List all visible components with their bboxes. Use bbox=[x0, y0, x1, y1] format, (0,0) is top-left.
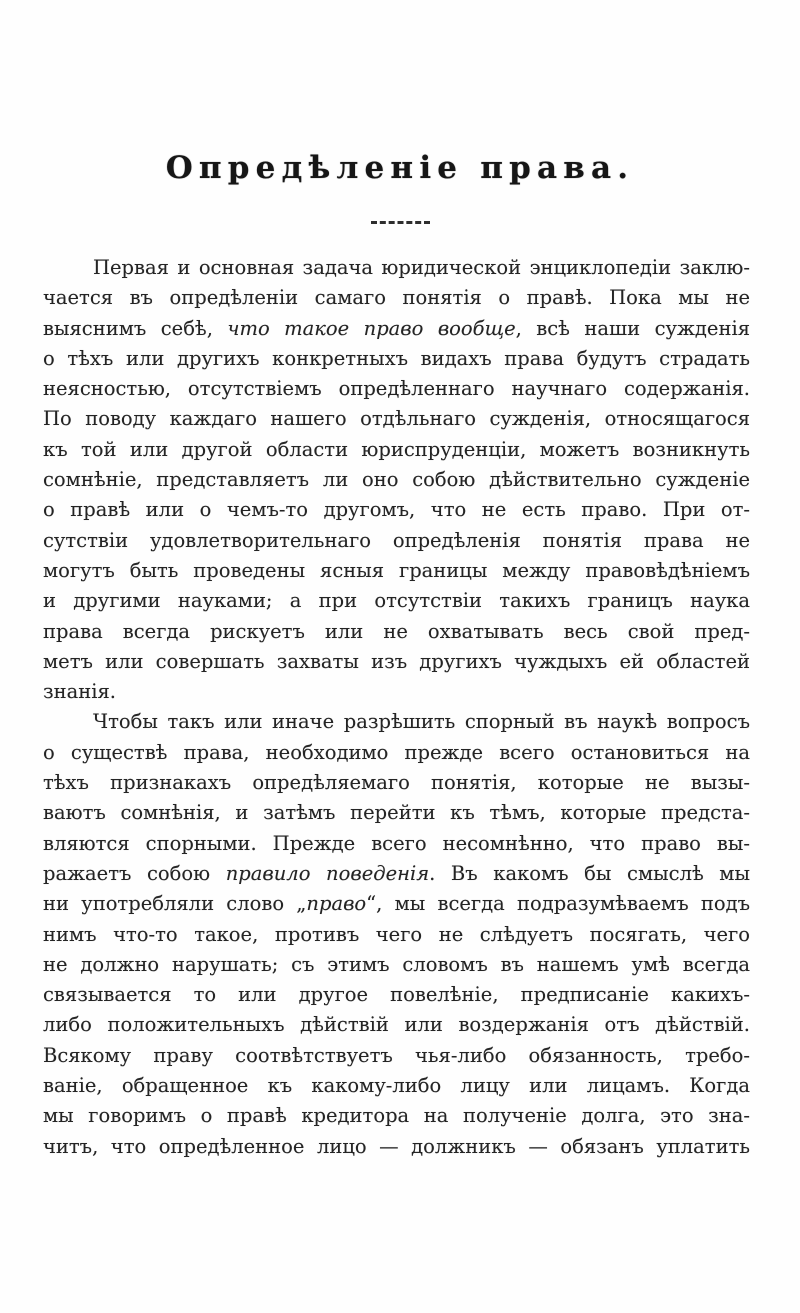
text-line bbox=[43, 495, 750, 525]
text-line bbox=[43, 617, 750, 647]
body-text bbox=[43, 253, 750, 1162]
text-segment: Чтобы такъ или иначе разрѣшить спорный въ наукѣ вопросъ bbox=[93, 710, 750, 734]
text-line bbox=[43, 1041, 750, 1071]
paragraph bbox=[43, 253, 750, 707]
text-segment: и другими науками; а при отсутствіи такихъ границъ наука bbox=[43, 589, 750, 613]
text-segment: о правѣ или о чемъ-то другомъ, что не есть право. При от- bbox=[43, 498, 750, 522]
text-line bbox=[43, 526, 750, 556]
text-segment: читъ, что опредѣленное лицо — должникъ — обязанъ уплатить bbox=[43, 1134, 750, 1158]
text-line bbox=[43, 950, 750, 980]
text-segment: неясностью, отсутствіемъ опредѣленнаго научнаго содержанія. bbox=[43, 377, 750, 401]
text-line bbox=[43, 253, 750, 283]
text-segment: Всякому праву соотвѣтствуетъ чья-либо обязанность, требо- bbox=[43, 1043, 750, 1067]
text-line bbox=[43, 1071, 750, 1101]
italic-text: право bbox=[306, 892, 367, 916]
title-divider bbox=[371, 221, 430, 224]
text-segment: ражаетъ собою bbox=[43, 861, 226, 885]
text-segment: либо положительныхъ дѣйствій или воздержанія отъ дѣйствій. bbox=[43, 1013, 750, 1037]
text-segment: сомнѣніе, представляетъ ли оно собою дѣйствительно сужденіе bbox=[43, 468, 750, 492]
text-segment: права всегда рискуетъ или не охватывать весь свой пред- bbox=[43, 619, 750, 643]
text-segment: ни употребляли слово „ bbox=[43, 892, 307, 916]
text-line bbox=[43, 980, 750, 1010]
text-segment: нимъ что-то такое, противъ чего не слѣдуетъ посягать, чего bbox=[43, 922, 750, 946]
text-segment: чается въ опредѣленіи самаго понятія о правѣ. Пока мы не bbox=[43, 286, 750, 310]
italic-text: что такое право вообще bbox=[227, 316, 516, 340]
text-line bbox=[43, 1010, 750, 1040]
paragraph bbox=[43, 707, 750, 1161]
italic-text: правило поведенія bbox=[225, 861, 430, 885]
text-segment: вляются спорными. Прежде всего несомнѣнно, что право вы- bbox=[43, 831, 750, 855]
text-line bbox=[43, 798, 750, 828]
text-segment: По поводу каждаго нашего отдѣльнаго сужденія, относящагося bbox=[43, 407, 750, 431]
text-segment: къ той или другой области юриспруденціи, можетъ возникнуть bbox=[43, 437, 750, 461]
text-segment: , всѣ наши сужденія bbox=[515, 316, 750, 340]
text-line bbox=[43, 738, 750, 768]
text-segment: о тѣхъ или другихъ конкретныхъ видахъ права будутъ страдать bbox=[43, 346, 750, 370]
text-line bbox=[43, 768, 750, 798]
page-title: Опредѣленіе права. bbox=[165, 150, 635, 186]
text-segment: о существѣ права, необходимо прежде всего остановиться на bbox=[43, 740, 750, 764]
text-line bbox=[43, 404, 750, 434]
text-line bbox=[43, 1132, 750, 1162]
text-line bbox=[43, 859, 750, 889]
text-segment: “, мы всегда подразумѣваемъ подъ bbox=[366, 892, 750, 916]
text-segment: . Въ какомъ бы смыслѣ мы bbox=[429, 861, 750, 885]
text-segment: тѣхъ признакахъ опредѣляемаго понятія, которые не вызы- bbox=[43, 771, 750, 795]
text-segment: мы говоримъ о правѣ кредитора на полученіе долга, это зна- bbox=[43, 1104, 750, 1128]
text-line bbox=[43, 283, 750, 313]
text-line bbox=[43, 677, 750, 707]
text-segment: связывается то или другое повелѣніе, предписаніе какихъ- bbox=[43, 983, 750, 1007]
text-line bbox=[43, 1101, 750, 1131]
text-segment: метъ или совершать захваты изъ другихъ чуждыхъ ей областей bbox=[43, 649, 750, 673]
text-line bbox=[43, 314, 750, 344]
text-segment: выяснимъ себѣ, bbox=[43, 316, 228, 340]
text-line bbox=[43, 465, 750, 495]
text-line bbox=[43, 586, 750, 616]
text-segment: Первая и основная задача юридической энциклопедіи заклю- bbox=[93, 256, 750, 279]
text-segment: не должно нарушать; съ этимъ словомъ въ нашемъ умѣ всегда bbox=[43, 952, 750, 976]
text-segment: знанія. bbox=[43, 680, 116, 704]
text-line bbox=[43, 556, 750, 586]
text-segment: сутствіи удовлетворительнаго опредѣленія понятія права не bbox=[43, 528, 750, 552]
text-line bbox=[43, 829, 750, 859]
text-line bbox=[43, 889, 750, 919]
text-segment: могутъ быть проведены ясныя границы между правовѣдѣніемъ bbox=[43, 558, 750, 582]
text-segment: ваютъ сомнѣнія, и затѣмъ перейти къ тѣмъ, которые предста- bbox=[43, 801, 750, 825]
text-line bbox=[43, 374, 750, 404]
text-line bbox=[43, 647, 750, 677]
text-segment: ваніе, обращенное къ какому-либо лицу или лицамъ. Когда bbox=[43, 1074, 750, 1098]
text-line bbox=[43, 344, 750, 374]
text-line bbox=[43, 707, 750, 737]
text-line bbox=[43, 435, 750, 465]
text-line bbox=[43, 920, 750, 950]
